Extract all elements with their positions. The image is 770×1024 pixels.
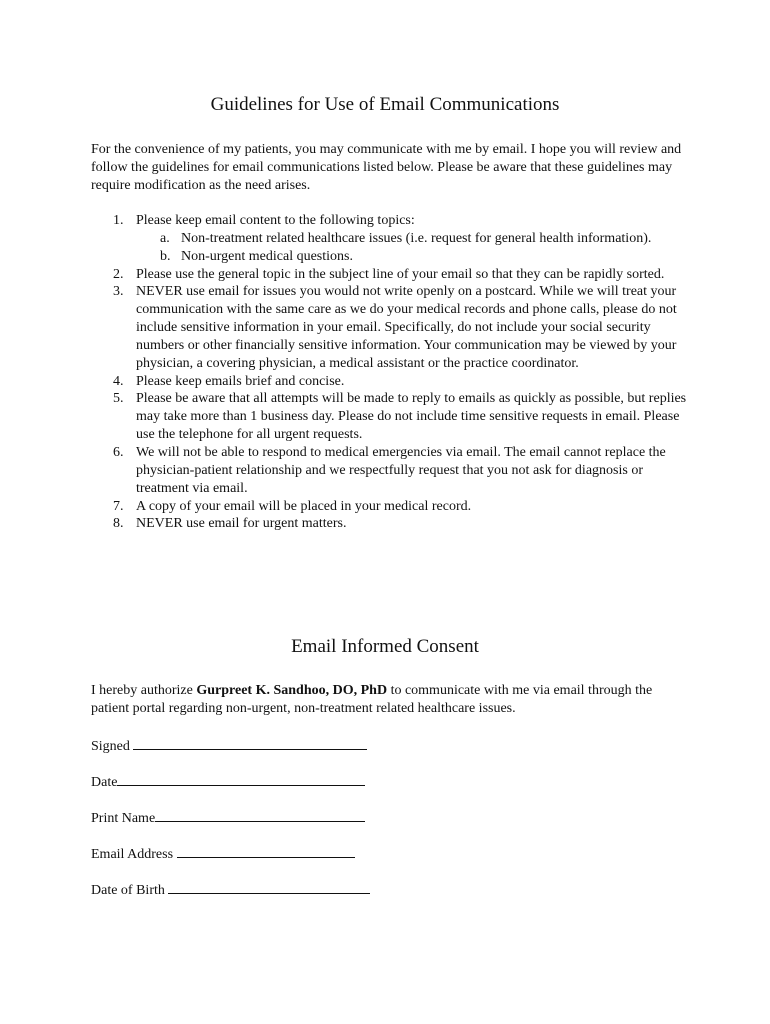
email-address-line[interactable] [177,844,355,858]
email-address-label: Email Address [91,847,174,862]
guideline-text: NEVER use email for urgent matters. [136,516,347,532]
subitem-text: Non-urgent medical questions. [181,248,353,264]
date-line[interactable] [117,772,365,786]
consent-title: Email Informed Consent [291,636,479,657]
guideline-item [91,444,691,498]
guideline-item [91,390,691,444]
guideline-number: 7. [113,498,124,514]
guidelines-intro: For the convenience of my patients, you may communicate with me by email. I hope you will review and follow the guidelines for email communications listed below. Please be aware that these guidelines may require modification as the need arises. [91,142,682,193]
topic-sublist [136,230,691,266]
guideline-text: Please keep emails brief and concise. [136,373,345,389]
email-address-field [91,844,355,864]
topic-subitem [136,248,691,266]
guideline-text: We will not be able to respond to medical emergencies via email. The email cannot replace the physician-patient relationship and we respectfully request that you not ask for diagnosis or treatment via email. [136,444,666,496]
guideline-text: Please keep email content to the following topics: [136,213,415,228]
consent-statement [91,682,691,718]
guideline-number: 5. [113,391,124,407]
guideline-number: 2. [113,266,124,282]
signed-field [91,736,367,756]
subitem-letter: b. [160,248,171,264]
date-field [91,772,365,792]
consent-text-before: I hereby authorize [91,683,197,698]
guidelines-title: Guidelines for Use of Email Communications [210,94,560,115]
guideline-item [91,498,691,516]
date-of-birth-line[interactable] [168,880,370,894]
date-of-birth-field [91,880,370,900]
physician-name: Gurpreet K. Sandhoo, DO, PhD [196,683,388,698]
guideline-item [91,266,691,284]
signed-label: Signed [91,739,130,754]
print-name-line[interactable] [155,808,365,822]
subitem-text: Non-treatment related healthcare issues (i.e. request for general health information). [181,230,652,246]
guideline-item [91,212,691,266]
signed-line[interactable] [133,736,367,750]
guideline-number: 6. [113,444,124,460]
guideline-number: 1. [113,213,124,228]
guideline-text: Please be aware that all attempts will be made to reply to emails as quickly as possible, but replies may take more than 1 business day. Please do not include time sensitive requests in email. Please use the telephone for all urgent requests. [136,391,687,443]
guideline-number: 3. [113,284,124,300]
print-name-label: Print Name [91,811,156,826]
guideline-text: Please use the general topic in the subject line of your email so that they can be rapidly sorted. [136,266,665,282]
consent-text-after: to communicate with me via email through the patient portal regarding non-urgent, non-treatment related healthcare issues. [91,683,653,716]
date-label: Date [91,775,118,790]
guideline-text: A copy of your email will be placed in your medical record. [136,498,472,514]
subitem-letter: a. [160,230,170,246]
date-of-birth-label: Date of Birth [91,883,165,898]
guideline-number: 4. [113,373,124,389]
guideline-item [91,373,691,391]
guideline-item [91,283,691,372]
guideline-item [91,515,691,533]
topic-subitem [136,230,691,248]
print-name-field [91,808,365,828]
guideline-number: 8. [113,516,124,532]
guidelines-list [91,212,691,533]
guideline-text: NEVER use email for issues you would not write openly on a postcard. While we will treat your communication with the same care as we do your medical records and phone calls, please do not include sensitive information in your email. Specifically, do not include your social security numbers or other financially sensitive information. Your communication may be viewed by your physician, a covering physician, a medical assistant or the practice coordinator. [136,284,677,371]
